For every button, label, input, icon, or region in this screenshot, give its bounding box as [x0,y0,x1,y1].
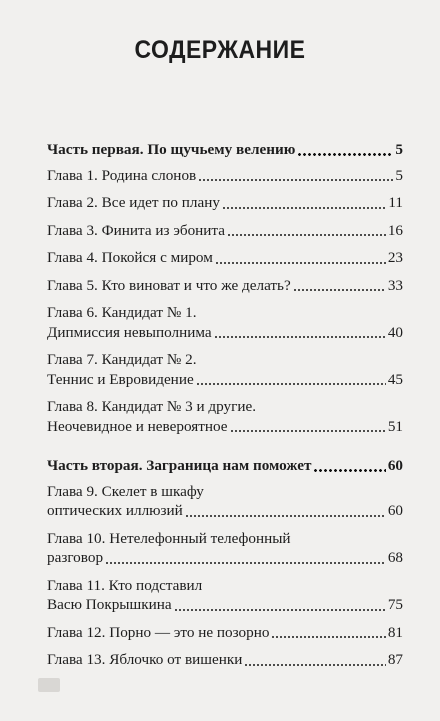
chapter-subtitle: Теннис и Евровидение [47,370,194,388]
toc-chapter-1 [47,166,403,186]
toc-chapter-8 [47,397,403,436]
page-number: 68 [387,549,403,566]
page-number: 33 [387,276,403,294]
page-number: 87 [387,651,403,668]
toc-chapter-7 [47,350,403,389]
chapter-title: Глава 6. Кандидат № 1. [47,304,197,321]
part-title: Часть вторая. Заграница нам поможет [47,457,312,474]
dot-leader [222,207,386,209]
dot-leader [196,383,386,385]
page-number: 40 [387,323,403,341]
page-number: 5 [395,166,403,184]
dot-leader [313,469,385,472]
chapter-subtitle: Дипмиссия невыполнима [47,323,212,341]
page-number: 51 [387,417,403,435]
dot-leader [230,430,386,432]
table-of-contents [47,140,403,678]
page-number: 16 [387,221,403,239]
dot-leader [185,515,386,517]
chapter-title: Глава 4. Покойся с миром [47,249,213,266]
chapter-title: Глава 8. Кандидат № 3 и другие. [47,398,257,415]
chapter-title: Глава 13. Яблочко от вишенки [47,651,243,668]
dot-leader [297,153,393,156]
toc-chapter-12 [47,623,403,643]
chapter-subtitle: Васю Покрышкина [47,596,172,613]
dot-leader [215,262,386,264]
page-number: 81 [387,623,403,641]
toc-chapter-4 [47,248,403,268]
page-title: СОДЕРЖАНИЕ [134,36,306,64]
toc-chapter-3 [47,221,403,241]
chapter-title: Глава 10. Нетелефонный телефонный [47,529,291,547]
chapter-title: Глава 7. Кандидат № 2. [47,351,197,368]
page-number: 60 [387,502,403,519]
dot-leader [227,234,386,236]
chapter-subtitle: разговор [47,549,104,566]
toc-chapter-11 [47,576,403,615]
page-number: 60 [387,457,403,474]
page-number: 45 [387,370,403,388]
dot-leader [214,336,386,338]
page-corner-mark [38,678,60,692]
page-number: 5 [395,141,403,158]
page-number: 23 [387,249,403,266]
chapter-title: Глава 3. Финита из эбонита [47,221,225,239]
chapter-subtitle: Неочевидное и невероятное [47,417,228,435]
chapter-title: Глава 5. Кто виноват и что же делать? [47,276,291,294]
dot-leader [198,179,393,181]
toc-chapter-13 [47,650,403,670]
toc-part-1 [47,140,403,160]
dot-leader [105,562,386,564]
chapter-title: Глава 11. Кто подставил [47,576,203,594]
part-title: Часть первая. По щучьему велению [47,141,296,158]
dot-leader [271,636,385,638]
toc-chapter-6 [47,303,403,342]
toc-chapter-9 [47,482,403,521]
chapter-subtitle: оптических иллюзий [47,502,183,519]
chapter-title: Глава 1. Родина слонов [47,166,197,184]
chapter-title: Глава 12. Порно — это не позорно [47,623,270,641]
chapter-title: Глава 2. Все идет по плану [47,194,220,211]
toc-chapter-10 [47,529,403,568]
dot-leader [174,609,386,611]
toc-chapter-2 [47,193,403,213]
toc-chapter-5 [47,276,403,296]
toc-part-2 [47,456,403,476]
dot-leader [244,664,385,666]
dot-leader [293,289,386,291]
page-number: 11 [388,194,403,211]
page-number: 75 [387,596,403,613]
chapter-title: Глава 9. Скелет в шкафу [47,482,204,500]
